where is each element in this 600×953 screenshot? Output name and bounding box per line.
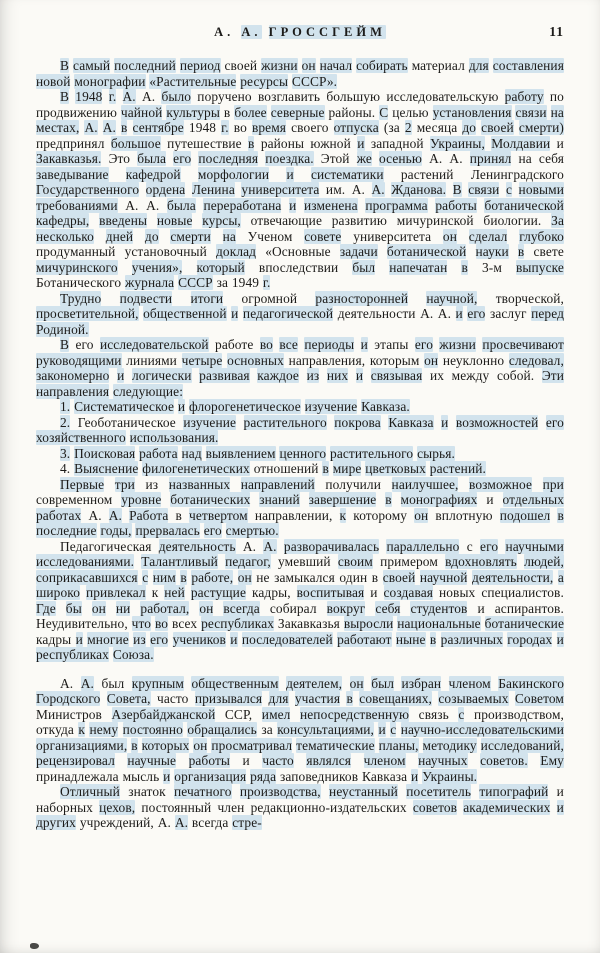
page-header [36, 22, 564, 44]
paragraph: В самый последний период своей жизни он начал собирать материал для составления новой монографии «Растительные ресурсы СССР». [36, 58, 564, 89]
paragraph: А. А. был крупным общественным деятелем, он был избран членом Бакинского Городского Совета, часто призывался для участия в совещаниях, созываемых Советом Министров Азербайджанской ССР, имел непосредственную связь с производством, откуда к нему постоянно обращались за консультациями, и с научно-исследовательскими организациями, в которых он просматривал тематические планы, методику исследований, рецензировал научные работы и часто являлся членом научных советов. Ему принадлежала мысль и организация ряда заповедников Кавказа и Украины. [36, 675, 565, 784]
paragraph: Педагогическая деятельность А. А. разворачивалась параллельно с его научными исследованиями. Талантливый педагог, умевший своим примером вдохновлять людей, соприкасавшихся с ним в работе, он не замыкался один в своей научной деятельности, а широко привлекал к ней растущие кадры, воспитывая и создавая новых специалистов. Где бы он ни работал, он всегда собирал вокруг себя студентов и аспирантов. Неудивительно, что во всех республиках Закавказья выросли национальные ботанические кадры и многие из его учеников и последователей работают ныне в различных городах и республиках Союза. [36, 538, 564, 662]
list-item-paragraph: 1. Систематическое и флорогенетическое изучение Кавказа. [60, 399, 410, 414]
paragraph: Трудно подвести итоги огромной разносторонней научной, творческой, просветительной, общественной и педагогической деятельности А. А. и его заслуг перед Родиной. [36, 290, 565, 337]
list-item-paragraph: 2. Геоботаническое изучение растительного покрова Кавказа и возможностей его хозяйственного использования. [36, 414, 564, 445]
page-number: 11 [549, 24, 564, 39]
list-item-paragraph: 3. Поисковая работа над выявлением ценного растительного сырья. [60, 445, 455, 461]
paragraph: Первые три из названных направлений получили наилучшее, возможное при современном уровне ботанических знаний завершение в монографиях и отдельных работах А. А. Работа в четвертом направлении, к которому он вплотную подошел в последние годы, прервалась его смертью. [36, 476, 564, 538]
paragraph: В его исследовательской работе во все периоды и этапы его жизни просвечивают руководящими линиями четыре основных направления, которым он неуклонно следовал, закономерно и логически развивая каждое из них и связывая их между собой. Эти направления следующие: [36, 337, 565, 399]
scan-artifact [30, 943, 39, 949]
paragraph: Отличный знаток печатного производства, неустанный посетитель типографий и наборных цехов, постоянный член редакционно-издательских советов академических и других учреждений, А. А. всегда стре- [36, 784, 564, 830]
page-body [36, 58, 564, 831]
running-title: А. А. ГРОССГЕЙМ [214, 25, 386, 39]
paragraph: В 1948 г. А. А. было поручено возглавить большую исследовательскую работу по продвижению чайной культуры в более северные районы. С целью установления связи на местах, А. А. в сентябре 1948 г. во время своего отпуска (за 2 месяца до своей смерти) предпринял большое путешествие в районы южной и западной Украины, Молдавии и Закавказья. Это была его последняя поездка. Этой же осенью А. А. принял на себя заведывание кафедрой морфологии и систематики растений Ленинградского Государственного ордена Ленина университета им. А. А. Жданова. В связи с новыми требованиями А. А. была переработана и изменена программа работы ботанической кафедры, введены новые курсы, отвечающие развитию мичуринской биологии. За несколько дней до смерти на Ученом совете университета он сделал глубоко продуманный установочный доклад «Основные задачи ботанической науки в свете мичуринского учения», который впоследствии был напечатан в 3-м выпуске Ботанического журнала СССР за 1949 г. [36, 89, 565, 290]
list-item-paragraph: 4. Выяснение филогенетических отношений в мире цветковых растений. [60, 461, 486, 476]
